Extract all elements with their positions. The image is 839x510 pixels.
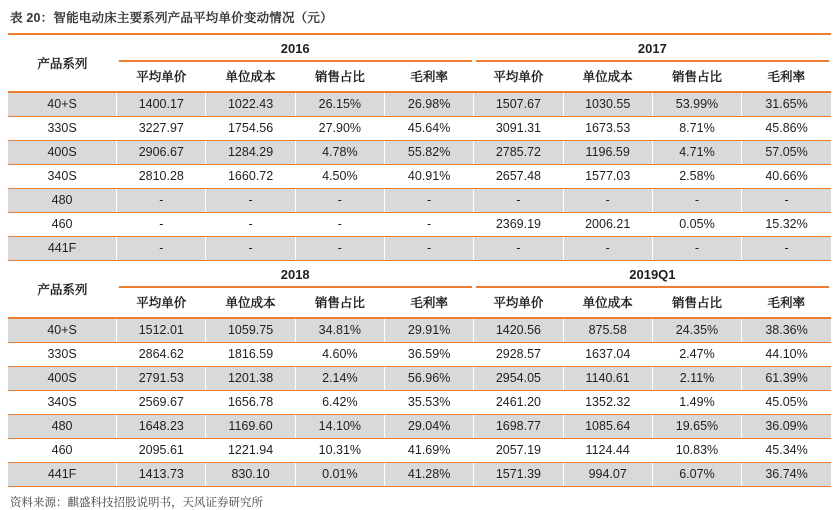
year-header <box>117 261 474 288</box>
value-cell: 1169.60 <box>206 415 295 439</box>
value-cell: 0.01% <box>295 463 384 487</box>
series-column-header: 产品系列 <box>8 34 117 92</box>
table-row <box>8 318 831 343</box>
value-cell: 45.34% <box>742 439 831 463</box>
sub-header-row <box>8 288 831 318</box>
value-cell: - <box>295 213 384 237</box>
value-cell: 2461.20 <box>474 391 563 415</box>
table-row <box>8 213 831 237</box>
value-cell: 38.36% <box>742 318 831 343</box>
value-cell: - <box>384 189 473 213</box>
year-header-row <box>8 261 831 288</box>
price-table-2018-2019q1 <box>8 261 831 487</box>
value-cell: 26.15% <box>295 92 384 117</box>
series-cell: 441F <box>8 463 117 487</box>
value-cell: 1201.38 <box>206 367 295 391</box>
value-cell: 2785.72 <box>474 141 563 165</box>
series-cell: 441F <box>8 237 117 261</box>
year-header <box>474 261 831 288</box>
value-cell: - <box>563 189 652 213</box>
value-cell: 1660.72 <box>206 165 295 189</box>
year-header-row <box>8 34 831 62</box>
value-cell: 2954.05 <box>474 367 563 391</box>
year-label: 2018 <box>119 261 472 288</box>
value-cell: 1085.64 <box>563 415 652 439</box>
value-cell: 41.69% <box>384 439 473 463</box>
value-cell: 2.14% <box>295 367 384 391</box>
sub-header-row <box>8 62 831 92</box>
col-header: 毛利率 <box>742 62 831 92</box>
value-cell: 1420.56 <box>474 318 563 343</box>
col-header: 毛利率 <box>384 62 473 92</box>
value-cell: 55.82% <box>384 141 473 165</box>
table-row <box>8 141 831 165</box>
value-cell: 36.59% <box>384 343 473 367</box>
value-cell: 830.10 <box>206 463 295 487</box>
table-row <box>8 237 831 261</box>
value-cell: 19.65% <box>652 415 741 439</box>
table-row <box>8 117 831 141</box>
value-cell: 27.90% <box>295 117 384 141</box>
value-cell: 14.10% <box>295 415 384 439</box>
value-cell: 3227.97 <box>117 117 206 141</box>
value-cell: 2006.21 <box>563 213 652 237</box>
table-row <box>8 189 831 213</box>
value-cell: - <box>563 237 652 261</box>
value-cell: 2.58% <box>652 165 741 189</box>
value-cell: 36.74% <box>742 463 831 487</box>
table-row <box>8 165 831 189</box>
year-label: 2016 <box>119 35 472 62</box>
value-cell: 2.47% <box>652 343 741 367</box>
value-cell: 45.64% <box>384 117 473 141</box>
value-cell: 2057.19 <box>474 439 563 463</box>
source-note: 资料来源：麒盛科技招股说明书，天风证券研究所 <box>10 497 263 509</box>
value-cell: 1196.59 <box>563 141 652 165</box>
value-cell: 40.66% <box>742 165 831 189</box>
series-cell: 340S <box>8 165 117 189</box>
series-cell: 460 <box>8 439 117 463</box>
value-cell: 29.04% <box>384 415 473 439</box>
value-cell: 1413.73 <box>117 463 206 487</box>
table-row <box>8 92 831 117</box>
value-cell: 2369.19 <box>474 213 563 237</box>
value-cell: 45.05% <box>742 391 831 415</box>
value-cell: 1571.39 <box>474 463 563 487</box>
year-label: 2019Q1 <box>476 261 829 288</box>
value-cell: - <box>742 189 831 213</box>
value-cell: 1577.03 <box>563 165 652 189</box>
value-cell: 36.09% <box>742 415 831 439</box>
col-header: 平均单价 <box>474 62 563 92</box>
value-cell: - <box>742 237 831 261</box>
value-cell: 1656.78 <box>206 391 295 415</box>
table-row <box>8 343 831 367</box>
value-cell: - <box>295 237 384 261</box>
col-header: 平均单价 <box>474 288 563 318</box>
series-cell: 400S <box>8 141 117 165</box>
value-cell: 2791.53 <box>117 367 206 391</box>
series-cell: 330S <box>8 343 117 367</box>
value-cell: 0.05% <box>652 213 741 237</box>
value-cell: 1816.59 <box>206 343 295 367</box>
value-cell: 2657.48 <box>474 165 563 189</box>
value-cell: 2569.67 <box>117 391 206 415</box>
table-row <box>8 439 831 463</box>
value-cell: 1140.61 <box>563 367 652 391</box>
value-cell: 1.49% <box>652 391 741 415</box>
value-cell: - <box>117 237 206 261</box>
value-cell: 1698.77 <box>474 415 563 439</box>
series-cell: 330S <box>8 117 117 141</box>
series-column-header: 产品系列 <box>8 261 117 318</box>
series-cell: 460 <box>8 213 117 237</box>
series-cell: 40+S <box>8 318 117 343</box>
value-cell: - <box>474 189 563 213</box>
year-header <box>117 34 474 62</box>
value-cell: 10.83% <box>652 439 741 463</box>
value-cell: 994.07 <box>563 463 652 487</box>
value-cell: 1648.23 <box>117 415 206 439</box>
value-cell: 31.65% <box>742 92 831 117</box>
value-cell: 1352.32 <box>563 391 652 415</box>
value-cell: - <box>384 213 473 237</box>
value-cell: 56.96% <box>384 367 473 391</box>
value-cell: - <box>117 213 206 237</box>
value-cell: 1512.01 <box>117 318 206 343</box>
col-header: 平均单价 <box>117 288 206 318</box>
value-cell: 1124.44 <box>563 439 652 463</box>
value-cell: 1507.67 <box>474 92 563 117</box>
col-header: 销售占比 <box>652 288 741 318</box>
value-cell: 1030.55 <box>563 92 652 117</box>
series-cell: 400S <box>8 367 117 391</box>
value-cell: 2095.61 <box>117 439 206 463</box>
value-cell: 3091.31 <box>474 117 563 141</box>
col-header: 单位成本 <box>563 62 652 92</box>
value-cell: 2906.67 <box>117 141 206 165</box>
col-header: 毛利率 <box>384 288 473 318</box>
value-cell: 26.98% <box>384 92 473 117</box>
value-cell: 29.91% <box>384 318 473 343</box>
value-cell: 2864.62 <box>117 343 206 367</box>
value-cell: - <box>206 213 295 237</box>
col-header: 单位成本 <box>206 288 295 318</box>
series-cell: 340S <box>8 391 117 415</box>
value-cell: 41.28% <box>384 463 473 487</box>
col-header: 销售占比 <box>652 62 741 92</box>
value-cell: - <box>474 237 563 261</box>
value-cell: - <box>206 189 295 213</box>
series-cell: 480 <box>8 189 117 213</box>
value-cell: 4.60% <box>295 343 384 367</box>
value-cell: 35.53% <box>384 391 473 415</box>
col-header: 单位成本 <box>206 62 295 92</box>
value-cell: 4.50% <box>295 165 384 189</box>
value-cell: 57.05% <box>742 141 831 165</box>
col-header: 销售占比 <box>295 288 384 318</box>
col-header: 销售占比 <box>295 62 384 92</box>
table-title: 表 20：智能电动床主要系列产品平均单价变动情况（元） <box>10 11 333 25</box>
value-cell: 1637.04 <box>563 343 652 367</box>
value-cell: - <box>117 189 206 213</box>
value-cell: 1022.43 <box>206 92 295 117</box>
value-cell: 10.31% <box>295 439 384 463</box>
series-cell: 480 <box>8 415 117 439</box>
value-cell: 4.71% <box>652 141 741 165</box>
value-cell: 34.81% <box>295 318 384 343</box>
value-cell: 44.10% <box>742 343 831 367</box>
value-cell: 1673.53 <box>563 117 652 141</box>
value-cell: 1059.75 <box>206 318 295 343</box>
year-header <box>474 34 831 62</box>
col-header: 平均单价 <box>117 62 206 92</box>
value-cell: - <box>295 189 384 213</box>
value-cell: 45.86% <box>742 117 831 141</box>
value-cell: 875.58 <box>563 318 652 343</box>
value-cell: - <box>652 189 741 213</box>
value-cell: 1400.17 <box>117 92 206 117</box>
value-cell: 4.78% <box>295 141 384 165</box>
table-row <box>8 391 831 415</box>
value-cell: 1754.56 <box>206 117 295 141</box>
value-cell: 2810.28 <box>117 165 206 189</box>
col-header: 毛利率 <box>742 288 831 318</box>
table-row <box>8 463 831 487</box>
price-table-2016-2017 <box>8 33 831 261</box>
value-cell: - <box>384 237 473 261</box>
series-cell: 40+S <box>8 92 117 117</box>
value-cell: 2.11% <box>652 367 741 391</box>
value-cell: 1284.29 <box>206 141 295 165</box>
table-row <box>8 367 831 391</box>
col-header: 单位成本 <box>563 288 652 318</box>
value-cell: 8.71% <box>652 117 741 141</box>
value-cell: 15.32% <box>742 213 831 237</box>
value-cell: 6.42% <box>295 391 384 415</box>
value-cell: 1221.94 <box>206 439 295 463</box>
value-cell: 40.91% <box>384 165 473 189</box>
value-cell: 53.99% <box>652 92 741 117</box>
value-cell: 24.35% <box>652 318 741 343</box>
value-cell: - <box>652 237 741 261</box>
value-cell: 61.39% <box>742 367 831 391</box>
value-cell: - <box>206 237 295 261</box>
value-cell: 6.07% <box>652 463 741 487</box>
year-label: 2017 <box>476 35 829 62</box>
table-row <box>8 415 831 439</box>
value-cell: 2928.57 <box>474 343 563 367</box>
